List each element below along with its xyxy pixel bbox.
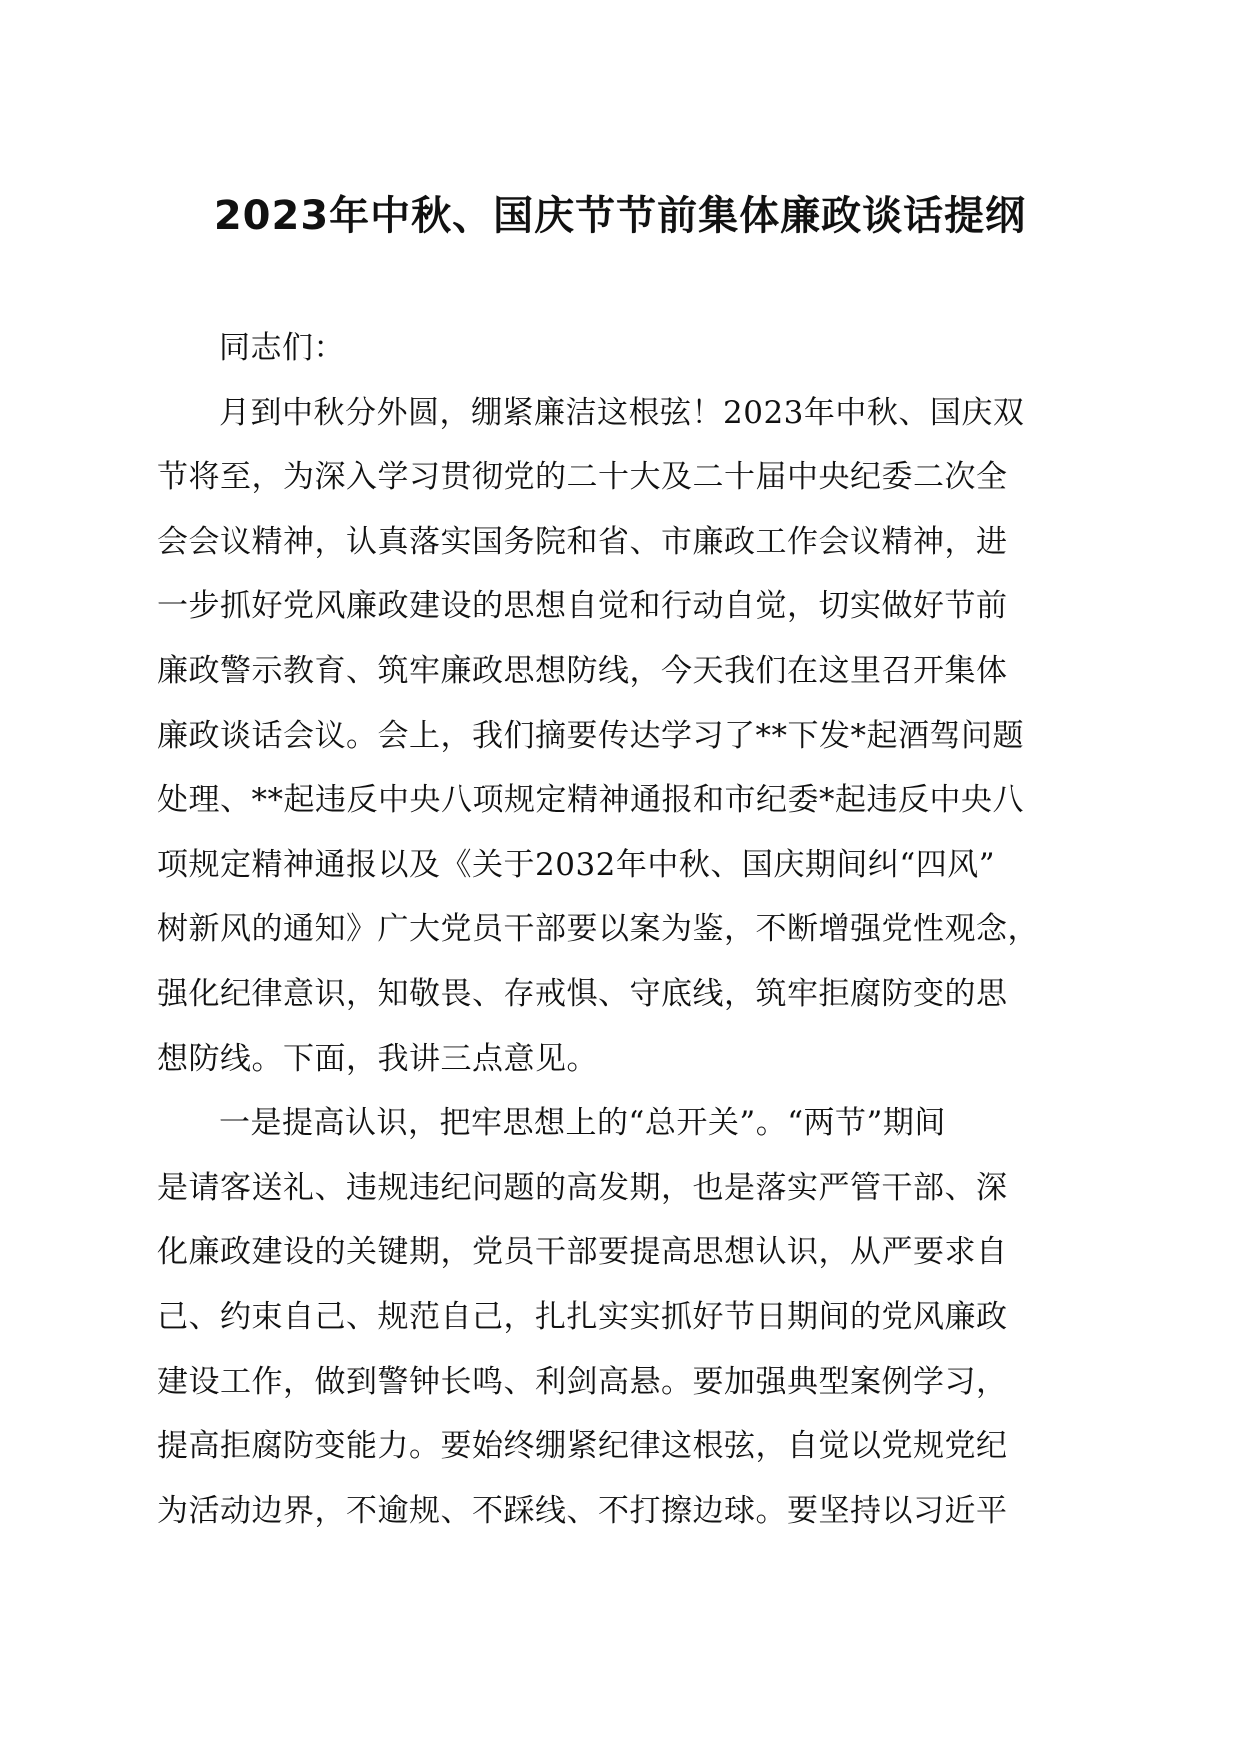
- paragraph-point-one: [157, 1091, 1081, 1543]
- paragraph-line: 化廉政建设的关键期，党员干部要提高思想认识，从严要求自: [157, 1234, 1008, 1271]
- paragraph-line: 是请客送礼、违规违纪问题的高发期，也是落实严管干部、深: [157, 1169, 1008, 1206]
- paragraph-line: 建设工作，做到警钟长鸣、利剑高悬。要加强典型案例学习，: [157, 1363, 1008, 1400]
- paragraph-line: 己、约束自己、规范自己，扎扎实实抓好节日期间的党风廉政: [157, 1298, 1008, 1335]
- salutation-line: 同志们：: [219, 330, 345, 366]
- paragraph-line: 廉政谈话会议。会上，我们摘要传达学习了**下发*起酒驾问题: [157, 717, 1024, 754]
- paragraph-line: 为活动边界，不逾规、不踩线、不打擦边球。要坚持以习近平: [157, 1492, 1008, 1529]
- paragraph-line: 项规定精神通报以及《关于2032年中秋、国庆期间纠“四风”: [157, 846, 996, 883]
- document-title: 2023年中秋、国庆节节前集体廉政谈话提纲: [213, 193, 1027, 239]
- paragraph-line: 想防线。下面，我讲三点意见。: [157, 1040, 598, 1077]
- paragraph-line: 提高拒腐防变能力。要始终绷紧纪律这根弦，自觉以党规党纪: [157, 1428, 1008, 1465]
- paragraph-line: 节将至，为深入学习贯彻党的二十大及二十届中央纪委二次全: [157, 459, 1008, 496]
- paragraph-line: 强化纪律意识，知敬畏、存戒惧、守底线，筑牢拒腐防变的思: [157, 975, 1008, 1012]
- paragraph-line: 一步抓好党风廉政建设的思想自觉和行动自觉，切实做好节前: [157, 588, 1008, 625]
- paragraph-line: 廉政警示教育、筑牢廉政思想防线，今天我们在这里召开集体: [157, 652, 1008, 689]
- paragraph-line: 会会议精神，认真落实国务院和省、市廉政工作会议精神，进: [157, 523, 1008, 560]
- paragraph-line: 月到中秋分外圆，绷紧廉洁这根弦！2023年中秋、国庆双: [219, 394, 1025, 431]
- salutation: [157, 316, 1081, 381]
- document-body: [157, 316, 1081, 1543]
- paragraph-line: 一是提高认识，把牢思想上的“总开关”。“两节”期间: [219, 1105, 946, 1142]
- paragraph-intro: [157, 381, 1081, 1092]
- paragraph-line: 处理、**起违反中央八项规定精神通报和市纪委*起违反中央八: [157, 782, 1024, 819]
- paragraph-line: 树新风的通知》广大党员干部要以案为鉴，不断增强党性观念，: [157, 911, 1039, 948]
